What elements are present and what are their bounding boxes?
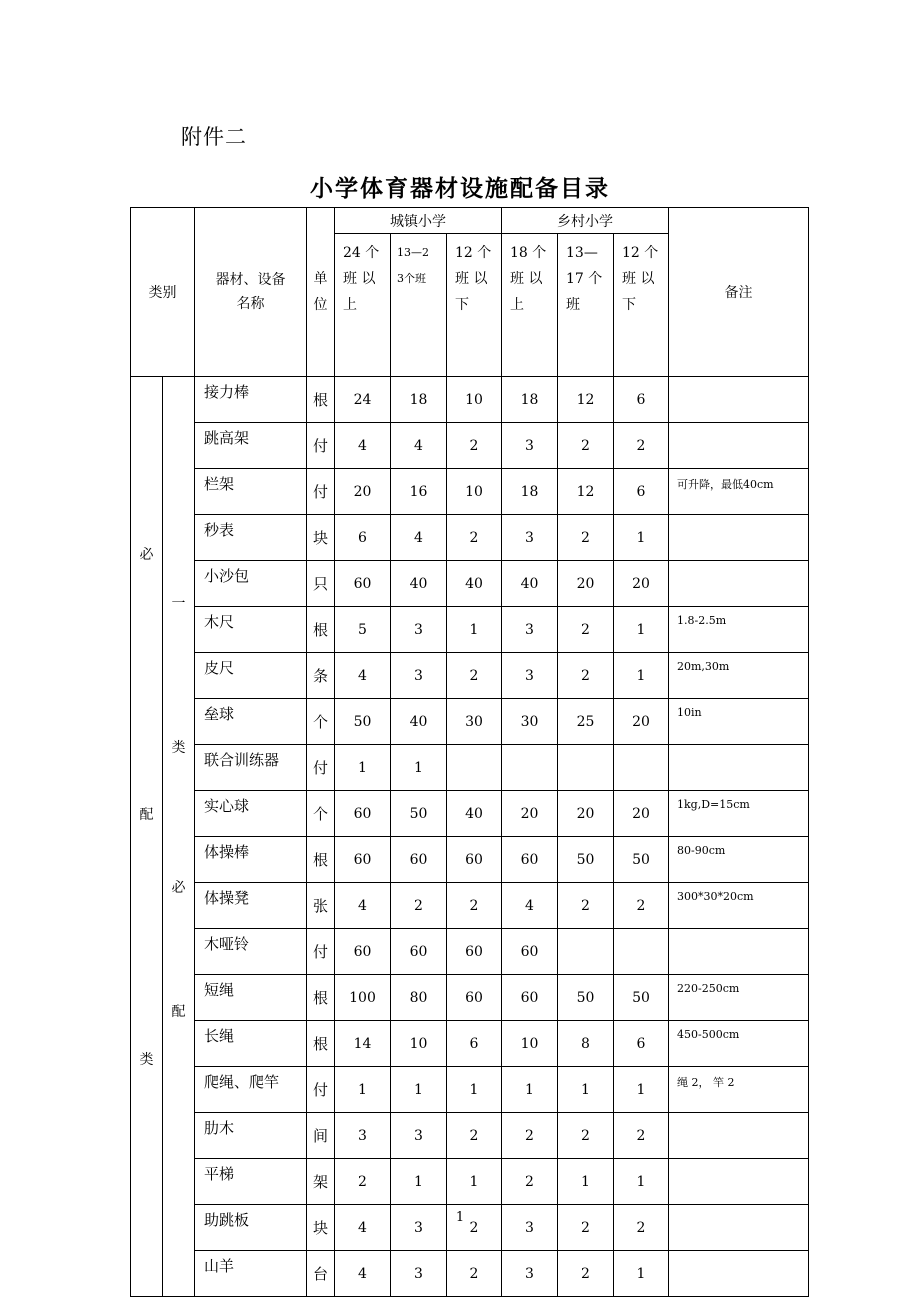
equipment-unit: 块 bbox=[307, 1205, 335, 1251]
quantity-cell: 2 bbox=[447, 515, 502, 561]
quantity-cell: 3 bbox=[502, 607, 558, 653]
equipment-name: 接力棒 bbox=[195, 377, 307, 423]
quantity-cell: 1 bbox=[391, 1067, 447, 1113]
equipment-name: 平梯 bbox=[195, 1159, 307, 1205]
quantity-cell: 1 bbox=[614, 1251, 669, 1297]
equipment-unit: 付 bbox=[307, 423, 335, 469]
quantity-cell: 2 bbox=[335, 1159, 391, 1205]
page-title: 小学体育器材设施配备目录 bbox=[310, 176, 610, 202]
remark-cell: 10in bbox=[669, 699, 809, 745]
quantity-cell: 1 bbox=[614, 653, 669, 699]
remark-cell bbox=[669, 561, 809, 607]
header-subcol-line: 17 个 bbox=[566, 271, 603, 287]
quantity-cell: 2 bbox=[447, 883, 502, 929]
equipment-name: 山羊 bbox=[195, 1251, 307, 1297]
quantity-cell: 4 bbox=[335, 1251, 391, 1297]
equipment-name: 长绳 bbox=[195, 1021, 307, 1067]
table-row bbox=[131, 515, 809, 561]
quantity-cell: 6 bbox=[614, 469, 669, 515]
remark-cell: 绳 2， 竿 2 bbox=[669, 1067, 809, 1113]
quantity-cell: 10 bbox=[502, 1021, 558, 1067]
header-subcol-line: 班 以 bbox=[510, 271, 543, 287]
header-subcol-line: 24 个 bbox=[343, 245, 380, 261]
quantity-cell: 50 bbox=[614, 975, 669, 1021]
page-number: 1 bbox=[455, 1210, 465, 1225]
equipment-unit: 付 bbox=[307, 1067, 335, 1113]
quantity-cell: 12 bbox=[558, 469, 614, 515]
equipment-unit: 根 bbox=[307, 377, 335, 423]
header-unit bbox=[307, 208, 335, 377]
header-unit-line1: 单 bbox=[313, 271, 328, 287]
quantity-cell: 1 bbox=[335, 745, 391, 791]
quantity-cell: 2 bbox=[447, 423, 502, 469]
quantity-cell: 2 bbox=[614, 1205, 669, 1251]
table-row bbox=[131, 975, 809, 1021]
equipment-unit: 条 bbox=[307, 653, 335, 699]
table-row bbox=[131, 699, 809, 745]
category-inner-char: 配 bbox=[171, 1004, 186, 1020]
quantity-cell: 20 bbox=[558, 791, 614, 837]
equipment-name: 助跳板 bbox=[195, 1205, 307, 1251]
header-subcol-line: 3个班 bbox=[397, 272, 426, 285]
equipment-name: 栏架 bbox=[195, 469, 307, 515]
quantity-cell bbox=[502, 745, 558, 791]
quantity-cell: 20 bbox=[502, 791, 558, 837]
quantity-cell: 12 bbox=[558, 377, 614, 423]
quantity-cell: 1 bbox=[391, 1159, 447, 1205]
quantity-cell: 1 bbox=[447, 1067, 502, 1113]
quantity-cell: 2 bbox=[502, 1159, 558, 1205]
quantity-cell: 10 bbox=[447, 469, 502, 515]
quantity-cell: 25 bbox=[558, 699, 614, 745]
header-subcol-line: 班 以 bbox=[343, 271, 376, 287]
quantity-cell: 2 bbox=[558, 1251, 614, 1297]
equipment-unit: 张 bbox=[307, 883, 335, 929]
equipment-name: 皮尺 bbox=[195, 653, 307, 699]
category-outer-char: 配 bbox=[139, 807, 154, 823]
quantity-cell: 40 bbox=[447, 561, 502, 607]
equipment-unit: 只 bbox=[307, 561, 335, 607]
equipment-unit: 个 bbox=[307, 699, 335, 745]
quantity-cell: 1 bbox=[558, 1159, 614, 1205]
remark-cell bbox=[669, 1113, 809, 1159]
header-subcol-line: 12 个 bbox=[455, 245, 492, 261]
header-subcol-line: 下 bbox=[622, 297, 636, 313]
equipment-name: 木哑铃 bbox=[195, 929, 307, 975]
quantity-cell: 2 bbox=[614, 1113, 669, 1159]
table-row bbox=[131, 745, 809, 791]
quantity-cell: 4 bbox=[335, 653, 391, 699]
quantity-cell: 4 bbox=[391, 423, 447, 469]
header-rural: 乡村小学 bbox=[502, 208, 669, 234]
remark-cell: 450-500cm bbox=[669, 1021, 809, 1067]
quantity-cell bbox=[447, 745, 502, 791]
category-outer-char: 必 bbox=[139, 547, 154, 563]
category-inner bbox=[163, 377, 195, 1297]
header-subcol-line: 12 个 bbox=[622, 245, 659, 261]
quantity-cell: 1 bbox=[558, 1067, 614, 1113]
quantity-cell: 60 bbox=[391, 929, 447, 975]
quantity-cell bbox=[614, 745, 669, 791]
remark-cell: 可升降，最低40cm bbox=[669, 469, 809, 515]
equipment-name: 爬绳、爬竿 bbox=[195, 1067, 307, 1113]
remark-cell bbox=[669, 745, 809, 791]
table-row bbox=[131, 607, 809, 653]
quantity-cell: 3 bbox=[502, 653, 558, 699]
header-subcol-line: 班 以 bbox=[622, 271, 655, 287]
quantity-cell: 6 bbox=[614, 377, 669, 423]
equipment-unit: 根 bbox=[307, 607, 335, 653]
quantity-cell: 4 bbox=[335, 883, 391, 929]
quantity-cell: 5 bbox=[335, 607, 391, 653]
category-inner-char: 必 bbox=[171, 880, 186, 896]
remark-cell: 1.8-2.5m bbox=[669, 607, 809, 653]
equipment-name: 跳高架 bbox=[195, 423, 307, 469]
header-subcol bbox=[447, 234, 502, 377]
quantity-cell: 20 bbox=[558, 561, 614, 607]
quantity-cell: 60 bbox=[335, 929, 391, 975]
equipment-table bbox=[130, 207, 809, 1297]
remark-cell bbox=[669, 1251, 809, 1297]
quantity-cell: 2 bbox=[558, 423, 614, 469]
remark-cell: 20m,30m bbox=[669, 653, 809, 699]
quantity-cell: 3 bbox=[335, 1113, 391, 1159]
quantity-cell: 1 bbox=[391, 745, 447, 791]
table-row bbox=[131, 1159, 809, 1205]
quantity-cell: 2 bbox=[558, 607, 614, 653]
quantity-cell bbox=[558, 745, 614, 791]
quantity-cell: 18 bbox=[502, 377, 558, 423]
quantity-cell: 50 bbox=[558, 975, 614, 1021]
equipment-name: 肋木 bbox=[195, 1113, 307, 1159]
quantity-cell: 40 bbox=[447, 791, 502, 837]
quantity-cell: 4 bbox=[391, 515, 447, 561]
quantity-cell: 2 bbox=[447, 1113, 502, 1159]
remark-cell bbox=[669, 377, 809, 423]
category-inner-char: 一 bbox=[171, 596, 186, 612]
category-outer bbox=[131, 377, 163, 1297]
equipment-unit: 间 bbox=[307, 1113, 335, 1159]
quantity-cell: 16 bbox=[391, 469, 447, 515]
quantity-cell: 60 bbox=[447, 837, 502, 883]
quantity-cell: 3 bbox=[502, 515, 558, 561]
quantity-cell: 6 bbox=[447, 1021, 502, 1067]
header-subcol-line: 下 bbox=[455, 297, 469, 313]
equipment-unit: 根 bbox=[307, 1021, 335, 1067]
quantity-cell: 2 bbox=[614, 423, 669, 469]
quantity-cell: 8 bbox=[558, 1021, 614, 1067]
table-row bbox=[131, 791, 809, 837]
quantity-cell: 60 bbox=[335, 561, 391, 607]
table-row bbox=[131, 377, 809, 423]
quantity-cell: 2 bbox=[502, 1113, 558, 1159]
header-subcol-line: 上 bbox=[510, 297, 524, 313]
header-subcol-line: 13—2 bbox=[397, 246, 429, 259]
remark-cell bbox=[669, 1159, 809, 1205]
table-row bbox=[131, 423, 809, 469]
header-unit-line2: 位 bbox=[313, 297, 328, 313]
header-subcol-line: 13— bbox=[566, 245, 598, 261]
equipment-name: 短绳 bbox=[195, 975, 307, 1021]
quantity-cell: 30 bbox=[447, 699, 502, 745]
equipment-name: 小沙包 bbox=[195, 561, 307, 607]
quantity-cell: 50 bbox=[558, 837, 614, 883]
equipment-unit: 台 bbox=[307, 1251, 335, 1297]
quantity-cell: 1 bbox=[447, 1159, 502, 1205]
remark-cell: 1kg,D=15cm bbox=[669, 791, 809, 837]
quantity-cell: 2 bbox=[558, 883, 614, 929]
quantity-cell: 1 bbox=[614, 515, 669, 561]
header-category: 类别 bbox=[131, 208, 195, 377]
quantity-cell: 3 bbox=[502, 423, 558, 469]
quantity-cell: 3 bbox=[391, 653, 447, 699]
quantity-cell: 60 bbox=[447, 929, 502, 975]
quantity-cell: 6 bbox=[614, 1021, 669, 1067]
category-outer-char: 类 bbox=[139, 1052, 154, 1068]
quantity-cell: 10 bbox=[447, 377, 502, 423]
quantity-cell: 1 bbox=[614, 607, 669, 653]
table-row bbox=[131, 837, 809, 883]
quantity-cell: 20 bbox=[614, 791, 669, 837]
quantity-cell: 3 bbox=[502, 1251, 558, 1297]
quantity-cell: 1 bbox=[502, 1067, 558, 1113]
header-remark: 备注 bbox=[669, 208, 809, 377]
quantity-cell: 60 bbox=[502, 929, 558, 975]
quantity-cell: 2 bbox=[558, 1113, 614, 1159]
quantity-cell: 60 bbox=[502, 837, 558, 883]
quantity-cell: 100 bbox=[335, 975, 391, 1021]
quantity-cell: 3 bbox=[502, 1205, 558, 1251]
quantity-cell: 40 bbox=[391, 561, 447, 607]
quantity-cell: 50 bbox=[614, 837, 669, 883]
quantity-cell: 50 bbox=[335, 699, 391, 745]
quantity-cell: 30 bbox=[502, 699, 558, 745]
quantity-cell: 60 bbox=[335, 837, 391, 883]
equipment-unit: 块 bbox=[307, 515, 335, 561]
equipment-unit: 付 bbox=[307, 469, 335, 515]
quantity-cell: 2 bbox=[558, 1205, 614, 1251]
quantity-cell: 2 bbox=[447, 653, 502, 699]
quantity-cell: 1 bbox=[335, 1067, 391, 1113]
table-row bbox=[131, 929, 809, 975]
header-subcol bbox=[614, 234, 669, 377]
quantity-cell: 18 bbox=[391, 377, 447, 423]
header-subcol bbox=[335, 234, 391, 377]
quantity-cell: 50 bbox=[391, 791, 447, 837]
equipment-unit: 架 bbox=[307, 1159, 335, 1205]
quantity-cell: 6 bbox=[335, 515, 391, 561]
remark-cell bbox=[669, 515, 809, 561]
quantity-cell: 20 bbox=[614, 561, 669, 607]
quantity-cell: 4 bbox=[335, 1205, 391, 1251]
remark-cell bbox=[669, 929, 809, 975]
header-equipment bbox=[195, 208, 307, 377]
quantity-cell: 2 bbox=[614, 883, 669, 929]
quantity-cell: 2 bbox=[447, 1205, 502, 1251]
quantity-cell: 20 bbox=[335, 469, 391, 515]
equipment-name: 木尺 bbox=[195, 607, 307, 653]
quantity-cell: 40 bbox=[391, 699, 447, 745]
equipment-name: 体操棒 bbox=[195, 837, 307, 883]
equipment-unit: 根 bbox=[307, 837, 335, 883]
header-subcol-line: 班 bbox=[566, 297, 580, 313]
header-equipment-line2: 名称 bbox=[236, 296, 265, 312]
header-subcol-line: 班 以 bbox=[455, 271, 488, 287]
header-subcol bbox=[391, 234, 447, 377]
quantity-cell: 80 bbox=[391, 975, 447, 1021]
quantity-cell: 10 bbox=[391, 1021, 447, 1067]
table-row bbox=[131, 883, 809, 929]
quantity-cell: 60 bbox=[447, 975, 502, 1021]
header-subcol bbox=[502, 234, 558, 377]
quantity-cell: 2 bbox=[447, 1251, 502, 1297]
quantity-cell: 4 bbox=[502, 883, 558, 929]
quantity-cell: 1 bbox=[614, 1067, 669, 1113]
quantity-cell: 2 bbox=[391, 883, 447, 929]
quantity-cell: 1 bbox=[614, 1159, 669, 1205]
table-row bbox=[131, 1251, 809, 1297]
table-row bbox=[131, 1113, 809, 1159]
quantity-cell: 3 bbox=[391, 607, 447, 653]
equipment-name: 实心球 bbox=[195, 791, 307, 837]
quantity-cell: 14 bbox=[335, 1021, 391, 1067]
header-subcol bbox=[558, 234, 614, 377]
table-row bbox=[131, 653, 809, 699]
table-row bbox=[131, 1021, 809, 1067]
quantity-cell: 2 bbox=[558, 515, 614, 561]
quantity-cell: 4 bbox=[335, 423, 391, 469]
equipment-name: 垒球 bbox=[195, 699, 307, 745]
quantity-cell: 2 bbox=[558, 653, 614, 699]
quantity-cell: 3 bbox=[391, 1113, 447, 1159]
quantity-cell: 20 bbox=[614, 699, 669, 745]
quantity-cell bbox=[558, 929, 614, 975]
remark-cell: 220-250cm bbox=[669, 975, 809, 1021]
quantity-cell: 1 bbox=[447, 607, 502, 653]
table-row bbox=[131, 1067, 809, 1113]
equipment-unit: 根 bbox=[307, 975, 335, 1021]
equipment-unit: 个 bbox=[307, 791, 335, 837]
quantity-cell: 18 bbox=[502, 469, 558, 515]
equipment-unit: 付 bbox=[307, 745, 335, 791]
table-row bbox=[131, 469, 809, 515]
quantity-cell: 40 bbox=[502, 561, 558, 607]
remark-cell bbox=[669, 423, 809, 469]
header-urban: 城镇小学 bbox=[335, 208, 502, 234]
remark-cell: 300*30*20cm bbox=[669, 883, 809, 929]
quantity-cell: 60 bbox=[391, 837, 447, 883]
equipment-unit: 付 bbox=[307, 929, 335, 975]
quantity-cell: 60 bbox=[335, 791, 391, 837]
header-subcol-line: 18 个 bbox=[510, 245, 547, 261]
table-row bbox=[131, 561, 809, 607]
remark-cell: 80-90cm bbox=[669, 837, 809, 883]
quantity-cell: 3 bbox=[391, 1251, 447, 1297]
header-subcol-line: 上 bbox=[343, 297, 357, 313]
quantity-cell bbox=[614, 929, 669, 975]
quantity-cell: 24 bbox=[335, 377, 391, 423]
category-inner-char: 类 bbox=[171, 740, 186, 756]
equipment-name: 体操凳 bbox=[195, 883, 307, 929]
equipment-name: 秒表 bbox=[195, 515, 307, 561]
quantity-cell: 60 bbox=[502, 975, 558, 1021]
header-equipment-line1: 器材、设备 bbox=[215, 272, 286, 288]
attachment-label: 附件二 bbox=[181, 125, 247, 149]
equipment-name: 联合训练器 bbox=[195, 745, 307, 791]
quantity-cell: 3 bbox=[391, 1205, 447, 1251]
